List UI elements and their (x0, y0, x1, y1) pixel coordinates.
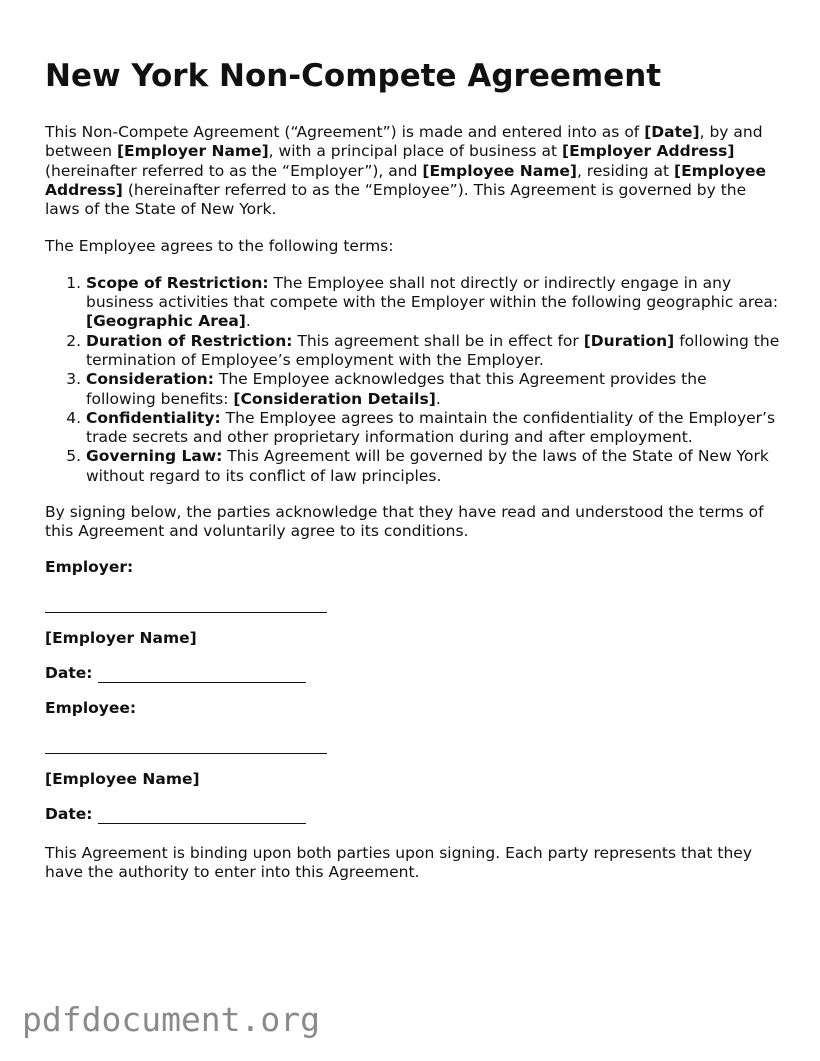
term-text: . (435, 389, 441, 408)
employer-name-placeholder: [Employer Name] (116, 142, 269, 161)
intro-text: , residing at (576, 161, 674, 180)
employer-date-row (45, 664, 780, 683)
employee-address-placeholder: [Employee Address] (45, 161, 767, 199)
term-item (86, 447, 780, 486)
employer-signature-block (45, 558, 780, 683)
term-item (86, 332, 780, 371)
employer-signature-line[interactable] (45, 612, 327, 613)
employer-date-line[interactable] (98, 667, 306, 683)
term-item (86, 409, 780, 448)
term-heading: Scope of Restriction: (86, 273, 269, 292)
terms-list (45, 274, 780, 486)
term-placeholder: [Duration] (583, 331, 675, 350)
watermark: pdfdocument.org (22, 1000, 321, 1039)
term-placeholder: [Geographic Area] (86, 312, 246, 331)
term-text: The Employee shall not directly or indirectly engage in any business activities that compete with the Employer within the following geographic area: (86, 273, 779, 312)
document-page (45, 56, 780, 882)
employee-name-placeholder: [Employee Name] (422, 161, 577, 180)
employer-date-label: Date: (45, 663, 93, 682)
term-heading: Governing Law: (86, 447, 223, 466)
employer-name-label: [Employer Name] (45, 628, 197, 647)
date-placeholder: [Date] (644, 123, 700, 141)
term-text: This Agreement will be governed by the laws of the State of New York without regard to its conflict of law principles. (86, 447, 769, 485)
term-text: . (245, 312, 251, 331)
employer-address-placeholder: [Employer Address] (561, 142, 735, 161)
intro-text: , by and between (45, 123, 763, 161)
intro-text: (hereinafter referred to as the “Employee”). This Agreement is governed by the laws of the State of New York. (45, 180, 747, 219)
term-text: The Employee acknowledges that this Agreement provides the following benefits: (86, 370, 707, 408)
employee-name-label: [Employee Name] (45, 769, 200, 788)
document-title: New York Non-Compete Agreement (45, 58, 662, 94)
closing-paragraph: By signing below, the parties acknowledge that they have read and understood the terms of this Agreement and voluntarily agree to its conditions. (45, 503, 764, 541)
term-heading: Duration of Restriction: (86, 331, 293, 350)
employee-date-row (45, 805, 780, 824)
term-text: This agreement shall be in effect for (292, 331, 584, 350)
intro-paragraph (45, 123, 780, 219)
employee-date-line[interactable] (98, 808, 306, 824)
employee-signature-block (45, 699, 780, 824)
term-text: following the termination of Employee’s employment with the Employer. (86, 331, 780, 369)
intro-text: (hereinafter referred to as the “Employer”), and (45, 161, 423, 180)
term-item (86, 370, 780, 409)
employee-signature-line[interactable] (45, 753, 327, 754)
intro-text: This Non-Compete Agreement (“Agreement”) is made and entered into as of (45, 123, 645, 141)
terms-lead: The Employee agrees to the following terms: (45, 237, 394, 256)
term-placeholder: [Consideration Details] (233, 389, 436, 408)
intro-text: , with a principal place of business at (268, 142, 562, 161)
employee-label: Employee: (45, 698, 137, 717)
term-item (86, 274, 780, 332)
term-text: The Employee agrees to maintain the confidentiality of the Employer’s trade secrets and other proprietary information during and after employment. (86, 408, 776, 447)
term-heading: Confidentiality: (86, 408, 221, 427)
final-paragraph: This Agreement is binding upon both parties upon signing. Each party represents that they have the authority to enter into this Agreement. (45, 843, 753, 881)
term-heading: Consideration: (86, 370, 214, 389)
employer-label: Employer: (45, 557, 134, 576)
employee-date-label: Date: (45, 804, 93, 823)
